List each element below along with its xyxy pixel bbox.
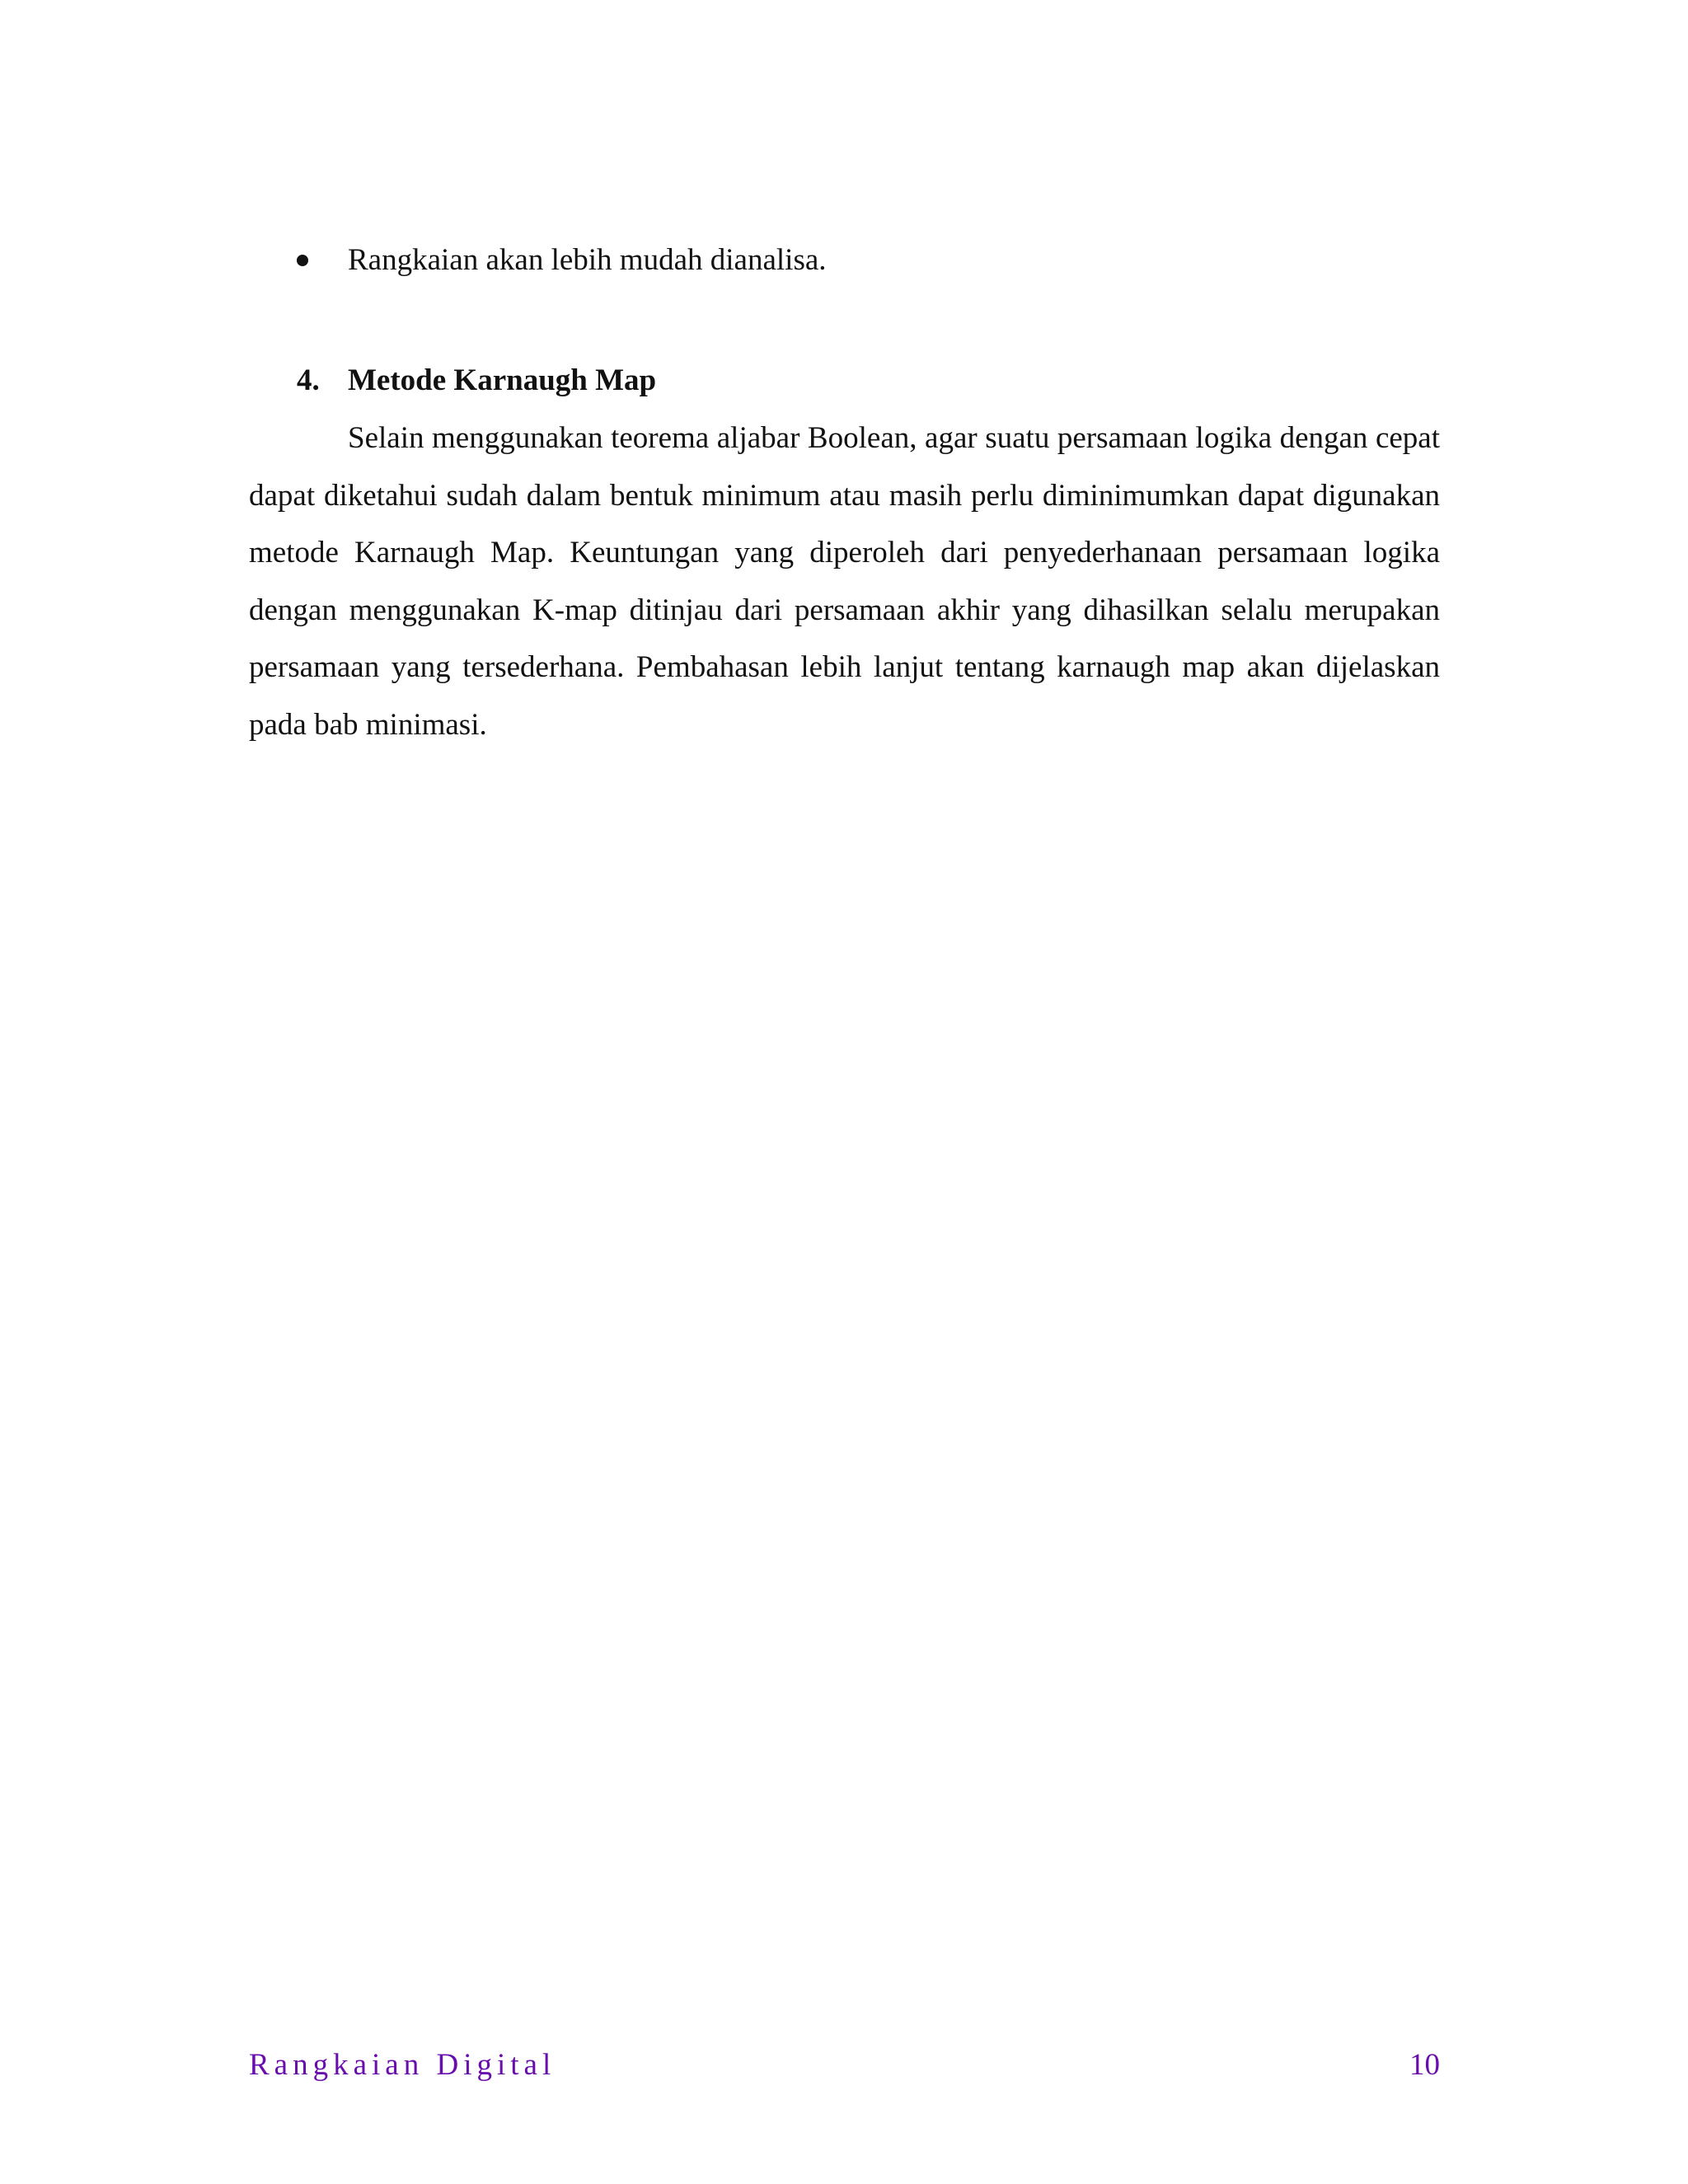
page-number: 10 — [1409, 2048, 1440, 2082]
bullet-icon — [297, 255, 308, 266]
page-footer — [249, 2044, 1440, 2087]
footer-title: Rangkaian Digital — [249, 2048, 556, 2082]
body-paragraph: Selain menggunakan teorema aljabar Boolean, agar suatu persamaan logika dengan cepat dapat diketahui sudah dalam bentuk minimum atau masih perlu diminimumkan dapat digunakan metode Karnaugh Map. Keuntungan yang diperoleh dari penyederhanaan persamaan logika dengan menggunakan K-map ditinjau dari persamaan akhir yang dihasilkan selalu merupakan persamaan yang tersederhana. Pembahasan lebih lanjut tentang karnaugh map akan dijelaskan pada bab minimasi. — [249, 421, 1440, 742]
section-heading — [297, 359, 656, 402]
bullet-item-text: Rangkaian akan lebih mudah dianalisa. — [348, 243, 827, 277]
bullet-list-item — [297, 239, 827, 282]
section-number: 4. — [297, 363, 320, 397]
section-title: Metode Karnaugh Map — [348, 363, 657, 397]
